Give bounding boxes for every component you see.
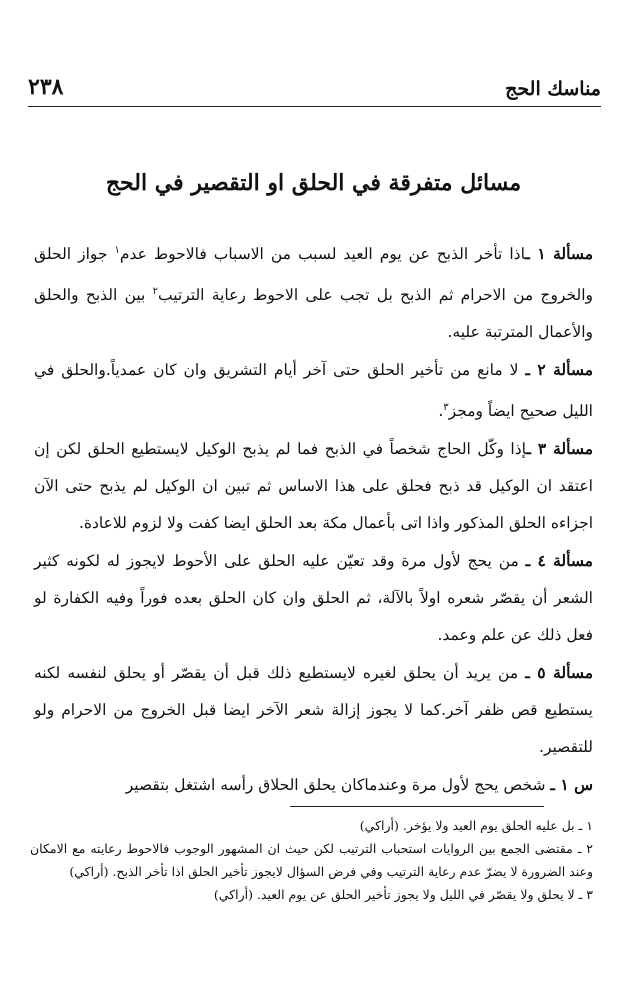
issue-text: من يريد أن يحلق لغيره لايستطيع ذلك قبل أن يقصّر أو يحلق لنفسه لكنه يستطيع قص ظفر آخر.كما لا يجوز إزالة شعر الآخر ايضا قبل الخروج من الاحرام ولو للتقصير. (34, 664, 593, 757)
issue-5 (34, 654, 593, 766)
issue-4 (34, 542, 593, 654)
question-label: س ١ ـ (550, 775, 593, 795)
issue-text: إذا وكّل الحاج شخصاً في الذبح فما لم يذبح الوكيل لايستطيع الحلق لكن إن اعتقد ان الوكيل قد ذبح فحلق على هذا الاساس ثم تبين ان الوكيل لم يذبح حتى الآن اجزاءه الحلق المذكور واذا اتى بأعمال مكة بعد الحلق ايضا كفت ولا لزوم للاعادة. (34, 440, 593, 533)
main-text (34, 232, 593, 804)
footnote-1: ١ ـ بل عليه الحلق يوم العيد ولا يؤخر. (أراكي) (359, 818, 593, 833)
footnotes (30, 814, 593, 906)
page-number: ٢٣٨ (28, 74, 64, 100)
footnote-ref: ١ (114, 245, 120, 256)
question-text: شخص يحج لأول مرة وعندماكان يحلق الحلاق رأسه اشتغل بتقصير (125, 776, 551, 795)
issue-label: مسألة ٤ ـ (525, 551, 593, 571)
footnote-2: ٢ ـ مقتضى الجمع بين الروايات استحباب الترتيب لكن حيث ان المشهور الوجوب فالاحوط رعايته مع الامكان وعند الضرورة لا يضرّ عدم رعاية الترتيب وفي فرض السؤال لايجوز تأخير الحلق اذا تأخر الذبح. (أراكي) (30, 841, 593, 879)
issue-label: مسألة ٣ ـ (526, 439, 594, 459)
issue-label: مسألة ٥ ـ (525, 663, 593, 683)
issue-label: مسألة ١ ـ (525, 244, 593, 264)
issue-3 (34, 430, 593, 542)
issue-2 (34, 351, 593, 430)
issue-text: لا مانع من تأخير الحلق حتى آخر أيام التشريق وان كان عمدياً.والحلق في الليل صحيح ايضاً ومجز (34, 361, 593, 421)
running-title: مناسك الحج (505, 78, 601, 100)
footnote-ref: ٣ (443, 402, 449, 414)
question-1 (34, 766, 593, 804)
issue-label: مسألة ٢ ـ (525, 360, 593, 380)
issue-text: اذا تأخر الذبح عن يوم العيد لسبب من الاسباب فالاحوط عدم (119, 245, 526, 264)
running-header (28, 60, 601, 107)
issue-1 (34, 232, 593, 351)
footnote-3: ٣ ـ لا يحلق ولا يقصّر في الليل ولا يجوز تأخير الحلق عن يوم العيد. (أراكي) (213, 887, 593, 902)
issue-text: . (438, 402, 444, 421)
footnote-ref: ٢ (152, 286, 158, 298)
issue-text: جواز الحلق والخروج من الاحرام ثم الذبح بل تجب على الاحوط رعاية الترتيب (34, 245, 593, 305)
section-title: مسائل متفرقة في الحلق او التقصير في الحج (105, 170, 522, 196)
issue-text: من يحج لأول مرة وقد تعيّن عليه الحلق على الأحوط لايجوز له لكونه كثير الشعر أن يقصّر شعره اولاً بالآلة، ثم الحلق وان كان الحلق بعده فوراً وفيه الكفارة لو فعل ذلك عن علم وعمد. (34, 552, 593, 645)
footnote-divider (290, 806, 544, 807)
issue-text: بين الذبح والحلق والأعمال المترتبة عليه. (34, 286, 593, 342)
